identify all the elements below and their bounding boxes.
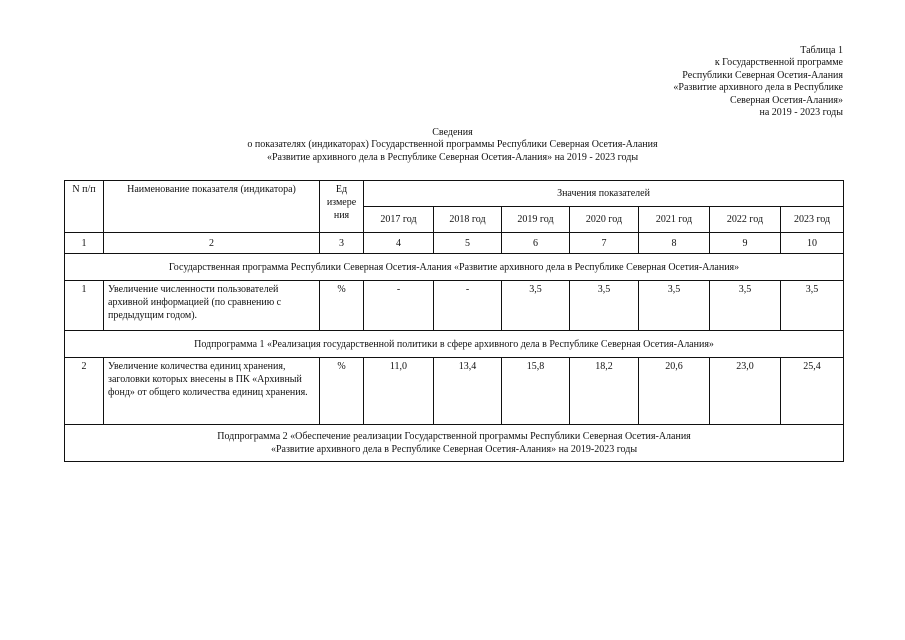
header-year: 2022 год — [710, 207, 781, 233]
column-number: 10 — [781, 233, 844, 254]
row-value: 3,5 — [502, 281, 570, 331]
row-unit: % — [320, 358, 364, 425]
row-value: 3,5 — [710, 281, 781, 331]
row-num: 1 — [65, 281, 104, 331]
section-subprogram2-line: «Развитие архивного дела в Республике Северная Осетия-Алания» на 2019-2023 годы — [270, 444, 638, 455]
column-number: 3 — [320, 233, 364, 254]
header-year: 2019 год — [502, 207, 570, 233]
row-value: 20,6 — [639, 358, 710, 425]
title-line: Сведения — [432, 127, 473, 138]
row-value: 23,0 — [710, 358, 781, 425]
row-value: 18,2 — [570, 358, 639, 425]
row-unit: % — [320, 281, 364, 331]
header-year: 2018 год — [434, 207, 502, 233]
header-year: 2023 год — [781, 207, 844, 233]
header-year: 2020 год — [570, 207, 639, 233]
section-program-row: Государственная программа Республики Северная Осетия-Алания «Развитие архивного дела в Республике Северная Осетия-Алания» — [65, 254, 844, 281]
header-values-group: Значения показателей — [364, 181, 844, 207]
indicators-table — [64, 180, 844, 462]
title-line: «Развитие архивного дела в Республике Северная Осетия-Алания» на 2019 - 2023 годы — [266, 151, 639, 163]
annex-line: Таблица 1 — [800, 45, 843, 56]
column-number: 8 — [639, 233, 710, 254]
annex-line: Республики Северная Осетия-Алания — [682, 69, 843, 81]
row-value: 13,4 — [434, 358, 502, 425]
header-num: N п/п — [65, 181, 104, 233]
annex-line: «Развитие архивного дела в Республике — [673, 82, 843, 94]
row-num: 2 — [65, 358, 104, 425]
document-title — [0, 126, 905, 163]
header-year: 2021 год — [639, 207, 710, 233]
column-number: 7 — [570, 233, 639, 254]
annex-header — [673, 44, 843, 118]
row-value: 15,8 — [502, 358, 570, 425]
column-number: 9 — [710, 233, 781, 254]
title-line: о показателях (индикаторах) Государственной программы Республики Северная Осетия-Алания — [247, 139, 658, 151]
row-name: Увеличение численности пользователей архивной информацией (по сравнению с предыдущим годом). — [104, 281, 320, 331]
column-number: 4 — [364, 233, 434, 254]
column-numbers-row — [65, 233, 844, 254]
table-row — [65, 281, 844, 331]
section-subprogram2-line: Подпрограмма 2 «Обеспечение реализации Государственной программы Республики Северная Осетия-Алания — [217, 431, 691, 442]
row-value: 25,4 — [781, 358, 844, 425]
section-subprogram1-row: Подпрограмма 1 «Реализация государственной политики в сфере архивного дела в Республике Северная Осетия-Алания» — [65, 331, 844, 358]
column-number: 1 — [65, 233, 104, 254]
section-subprogram2-row — [65, 425, 844, 462]
table-row — [65, 358, 844, 425]
header-name: Наименование показателя (индикатора) — [104, 181, 320, 233]
column-number: 5 — [434, 233, 502, 254]
row-value: 3,5 — [639, 281, 710, 331]
column-number: 2 — [104, 233, 320, 254]
annex-line: к Государственной программе — [714, 57, 843, 69]
row-value: - — [434, 281, 502, 331]
header-unit: Ед измере ния — [320, 181, 364, 233]
row-value: 11,0 — [364, 358, 434, 425]
header-year: 2017 год — [364, 207, 434, 233]
row-value: - — [364, 281, 434, 331]
row-name: Увеличение количества единиц хранения, заголовки которых внесены в ПК «Архивный фонд» от общего количества единиц хранения. — [104, 358, 320, 425]
row-value: 3,5 — [781, 281, 844, 331]
annex-line: Северная Осетия-Алания» — [729, 94, 843, 106]
column-number: 6 — [502, 233, 570, 254]
row-value: 3,5 — [570, 281, 639, 331]
annex-line: на 2019 - 2023 годы — [759, 106, 843, 118]
